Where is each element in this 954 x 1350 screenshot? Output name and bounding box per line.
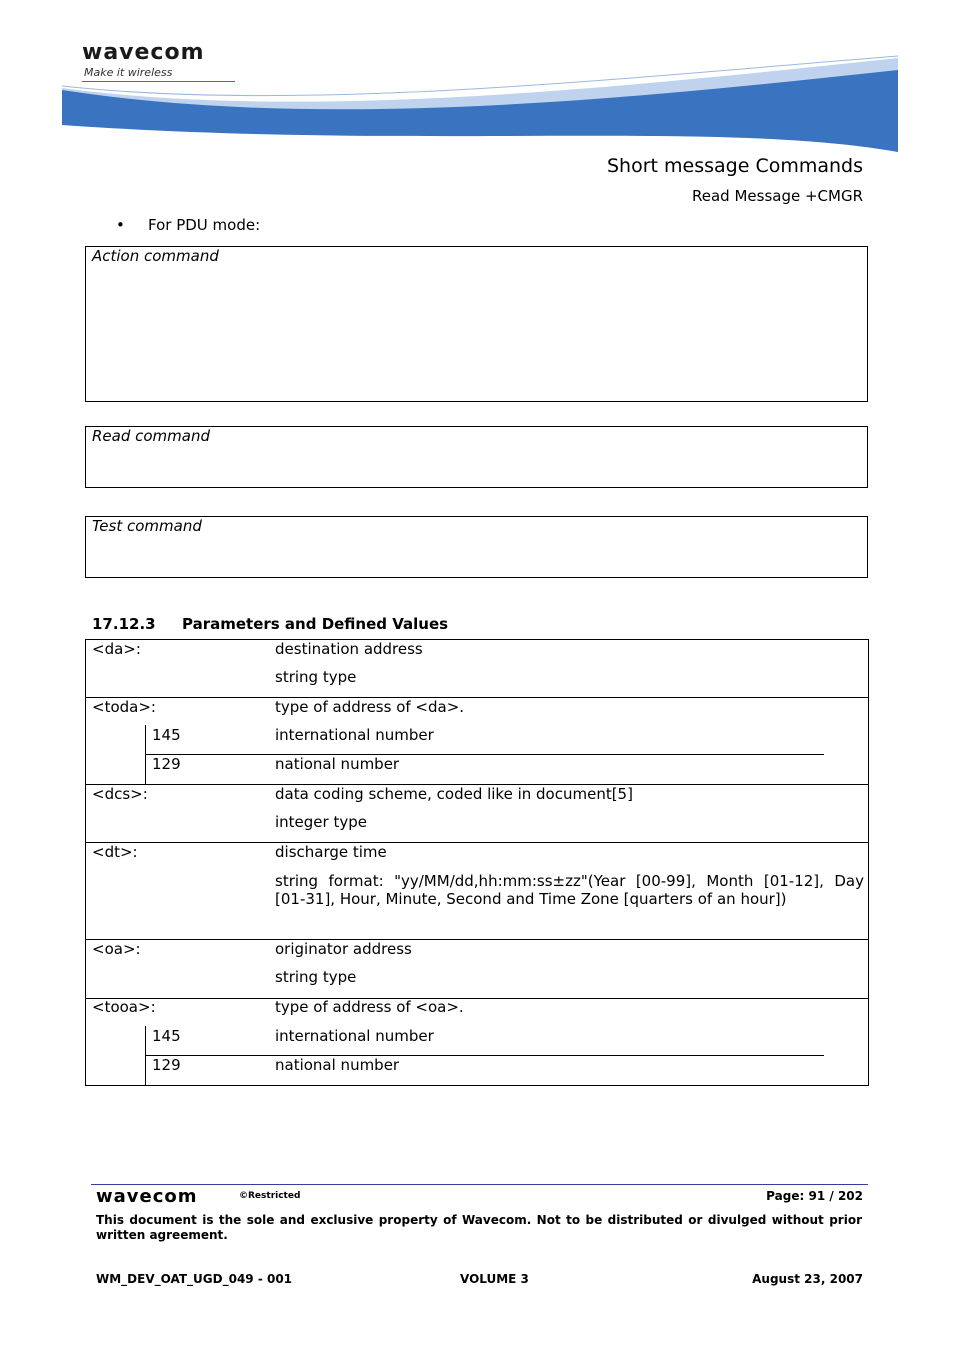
param-desc: string type: [275, 668, 357, 686]
table-row: [85, 697, 869, 785]
header-wave-graphic: [0, 50, 954, 160]
restricted-label: ©Restricted: [239, 1191, 301, 1201]
param-desc: string type: [275, 968, 357, 986]
param-name: <dcs>:: [92, 785, 148, 803]
test-command-box: [85, 516, 868, 578]
param-desc: type of address of <oa>.: [275, 998, 464, 1016]
sub-code: 145: [152, 726, 181, 744]
heading-text: Parameters and Defined Values: [182, 615, 449, 633]
page-label: Page:: [766, 1189, 805, 1203]
page-current: 91: [808, 1189, 826, 1203]
bullet-icon: •: [116, 216, 125, 234]
page-separator: /: [829, 1189, 834, 1203]
volume-label: VOLUME 3: [460, 1272, 529, 1286]
parameters-heading: [92, 615, 448, 633]
table-row: [85, 842, 869, 940]
footer-rule: [91, 1184, 868, 1185]
sub-title: Read Message +CMGR: [692, 187, 863, 205]
param-desc: string format: "yy/MM/dd,hh:mm:ss±zz"(Year [00-99], Month [01-12], Day [01-31], Hour, Minute, Second and Time Zone [quarters of an hour]): [275, 872, 864, 908]
footer-notice: This document is the sole and exclusive property of Wavecom. Not to be distributed or divulged without prior written agreement.: [96, 1213, 862, 1242]
logo-tagline: Make it wireless: [84, 66, 173, 79]
param-name: <dt>:: [92, 843, 138, 861]
table-row: [85, 939, 869, 999]
param-desc: data coding scheme, coded like in document[5]: [275, 785, 633, 803]
param-name: <oa>:: [92, 940, 141, 958]
param-desc: originator address: [275, 940, 412, 958]
read-command-box: [85, 426, 868, 488]
sub-code: 129: [152, 755, 181, 773]
action-command-label: Action command: [92, 247, 219, 265]
sub-desc: international number: [275, 726, 434, 744]
sub-desc: national number: [275, 755, 400, 773]
param-desc: discharge time: [275, 843, 387, 861]
footer-logo: wavecom: [96, 1186, 198, 1207]
document-date: August 23, 2007: [752, 1272, 863, 1286]
sub-code: 129: [152, 1056, 181, 1074]
param-desc: integer type: [275, 813, 367, 831]
param-desc: type of address of <da>.: [275, 698, 465, 716]
page-number: [766, 1189, 863, 1203]
sub-code: 145: [152, 1027, 181, 1045]
bullet-item: [116, 216, 260, 234]
wavecom-logo: wavecom: [82, 40, 205, 65]
param-name: <da>:: [92, 640, 141, 658]
sub-desc: national number: [275, 1056, 400, 1074]
table-row: [85, 998, 869, 1086]
param-desc: destination address: [275, 640, 423, 658]
bullet-text: For PDU mode:: [148, 216, 261, 234]
param-name: <tooa>:: [92, 998, 156, 1016]
table-row: [85, 784, 869, 843]
param-name: <toda>:: [92, 698, 156, 716]
heading-number: 17.12.3: [92, 615, 156, 633]
section-title: Short message Commands: [606, 155, 863, 177]
page-total: 202: [837, 1189, 863, 1203]
action-command-box: [85, 246, 868, 402]
document-reference: WM_DEV_OAT_UGD_049 - 001: [96, 1272, 293, 1286]
sub-desc: international number: [275, 1027, 434, 1045]
test-command-label: Test command: [92, 517, 202, 535]
table-row: [85, 639, 869, 698]
read-command-label: Read command: [92, 427, 211, 445]
